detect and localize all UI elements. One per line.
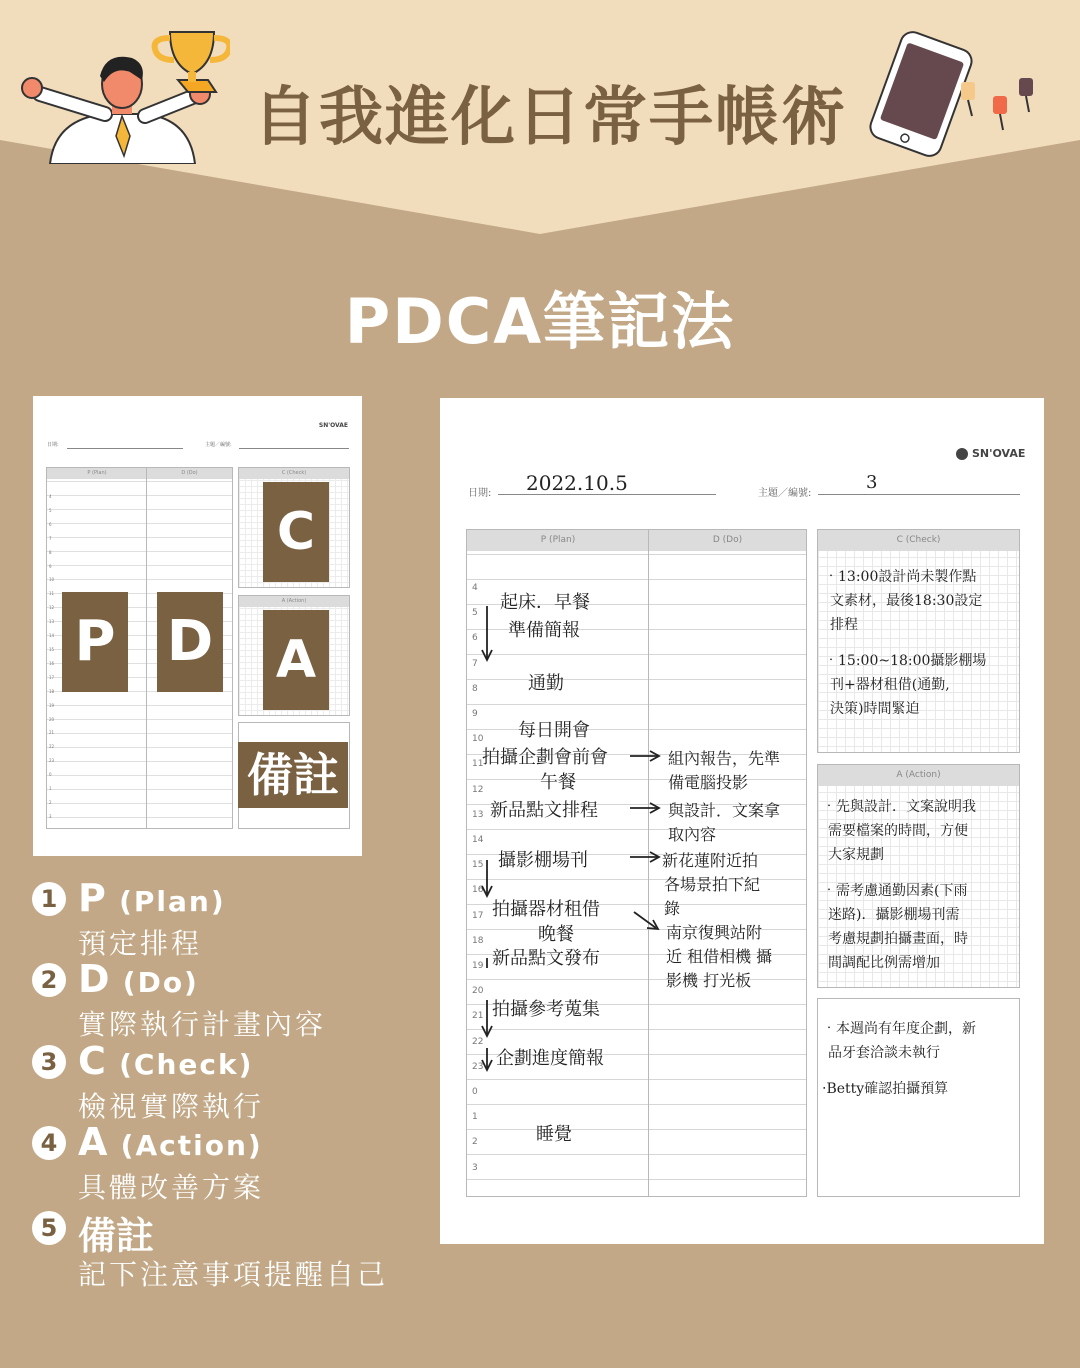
badge-note: 備註 [238, 742, 348, 808]
check-entry: ‧13:00設計尚未製作點 [824, 569, 977, 585]
hour-label: 9 [472, 709, 478, 720]
legend-number: 5 [32, 1211, 66, 1245]
action-entry: ‧需考慮通勤因素(下雨 [822, 883, 968, 899]
hour-label: 14 [49, 633, 55, 639]
do-entry: 近 租借相機 攝 [666, 947, 773, 966]
hour-label: 19 [472, 961, 484, 972]
hour-label: 15 [49, 646, 55, 652]
topic-label: 主題／編號: [758, 488, 812, 499]
hour-label: 4 [472, 583, 478, 593]
plan-entry: 午餐 [540, 772, 576, 793]
badge-a: A [263, 610, 329, 710]
plan-column-header: P (Plan) [47, 468, 147, 479]
legend-description: 檢視實際執行 [78, 1090, 265, 1123]
do-entry: 新花蓮附近拍 [662, 851, 759, 870]
legend-number: 1 [32, 882, 66, 916]
hour-label: 11 [472, 759, 484, 770]
badge-p: P [62, 592, 128, 692]
hour-label: 13 [49, 619, 55, 625]
topic-label: 主題／編號: [205, 442, 232, 448]
trophy-person-icon [10, 24, 230, 164]
hour-label: 5 [472, 608, 478, 619]
action-entry: 考慮規劃拍攝畫面，時 [828, 931, 968, 947]
hour-label: 2 [472, 1137, 478, 1148]
legend-english: (Check) [119, 1048, 254, 1081]
action-entry: 大家規劃 [828, 847, 884, 863]
legend-english: (Plan) [119, 885, 226, 918]
plan-entry: 拍攝參考蒐集 [492, 999, 600, 1020]
hour-label: 20 [49, 716, 55, 722]
legend-number: 4 [32, 1126, 66, 1160]
plan-entry: 通勤 [528, 673, 564, 694]
hour-label: 16 [49, 660, 55, 666]
hour-label: 1 [472, 1112, 478, 1123]
legend-description: 記下注意事項提醒自己 [78, 1258, 389, 1291]
push-pin-icon [955, 72, 1045, 142]
plan-column-header: P (Plan) [467, 530, 649, 551]
hour-label: 3 [472, 1162, 478, 1173]
template-notebook-page [33, 396, 362, 856]
hour-label: 12 [472, 784, 484, 795]
legend-letter: 備註 [78, 1214, 155, 1258]
hour-label: 15 [472, 860, 484, 871]
hour-label: 6 [472, 633, 478, 644]
hour-label: 8 [472, 683, 478, 694]
hour-label: 18 [472, 935, 484, 946]
plan-entry: 睡覺 [536, 1124, 572, 1145]
hour-labels [49, 490, 54, 824]
check-entry: 決策)時間緊迫 [830, 701, 920, 717]
note-entry: ‧Betty確認拍攝預算 [822, 1081, 949, 1097]
brand-logo: SN'OVAE [972, 447, 1026, 460]
hour-label: 21 [49, 730, 55, 736]
hour-label: 2 [49, 799, 52, 805]
check-entry: ‧15:00~18:00攝影棚場 [824, 653, 987, 669]
hour-label: 14 [472, 835, 484, 846]
plan-entry: 新品點文發布 [492, 948, 600, 969]
badge-c: C [263, 482, 329, 582]
do-entry: 備電腦投影 [668, 773, 749, 792]
do-entry: 與設計．文案拿 [668, 801, 781, 820]
hour-label: 18 [49, 688, 55, 694]
page-title: 自我進化日常手帳術 [253, 81, 847, 155]
do-entry: 組內報告，先準 [668, 749, 781, 768]
action-column-header: A (Action) [818, 765, 1019, 786]
action-entry: 迷路)．攝影棚場刊需 [828, 907, 960, 923]
legend-description: 實際執行計畫內容 [78, 1008, 327, 1041]
do-entry: 影機 打光板 [666, 971, 752, 990]
page-subtitle: PDCA筆記法 [344, 285, 736, 358]
check-entry: 排程 [830, 617, 858, 633]
plan-entry: 拍攝器材租借 [492, 899, 600, 920]
topic-value: 3 [866, 472, 878, 493]
legend-letter: A [78, 1120, 108, 1164]
note-entry: 品牙套洽談未執行 [828, 1045, 940, 1061]
hour-label: 1 [49, 786, 52, 792]
date-value: 2022.10.5 [526, 471, 628, 495]
hour-label: 21 [472, 1011, 484, 1022]
hour-label: 23 [472, 1061, 484, 1072]
plan-entry: 攝影棚場刊 [498, 850, 588, 871]
do-column-header: D (Do) [649, 530, 806, 551]
hour-label: 5 [49, 507, 52, 513]
action-entry: ‧先與設計．文案說明我 [822, 799, 976, 815]
badge-d: D [157, 592, 223, 692]
do-entry: 取內容 [668, 825, 717, 844]
legend-number: 2 [32, 963, 66, 997]
legend-english: (Action) [120, 1129, 263, 1162]
legend-letter: D [78, 957, 110, 1001]
plan-entry: 拍攝企劃會前會 [482, 747, 608, 768]
do-column-header: D (Do) [147, 468, 232, 479]
example-notebook-page [440, 398, 1044, 1244]
hour-label: 19 [49, 702, 55, 708]
check-column-header: C (Check) [239, 468, 349, 479]
brand-logo: SN'OVAE [318, 422, 348, 429]
hour-label: 8 [49, 549, 52, 555]
hour-label: 7 [49, 535, 52, 541]
legend-letter: P [78, 876, 106, 920]
hour-label: 16 [472, 885, 484, 896]
hour-label: 3 [49, 813, 52, 819]
hour-label: 0 [49, 772, 52, 778]
date-label: 日期: [47, 442, 59, 448]
legend-english: (Do) [122, 966, 199, 999]
do-entry: 南京復興站附 [666, 923, 763, 942]
hour-label: 11 [49, 591, 55, 597]
note-entry: ‧本週尚有年度企劃，新 [822, 1021, 976, 1037]
action-entry: 間調配比例需增加 [828, 955, 940, 971]
hour-label: 7 [472, 658, 478, 669]
hour-label: 20 [472, 986, 484, 997]
do-entry: 各場景拍下紀 [664, 875, 761, 894]
action-column-header: A (Action) [239, 596, 349, 607]
hour-label: 10 [472, 734, 484, 745]
check-entry: 刊+器材租借(通勤, [830, 677, 950, 693]
legend-description: 預定排程 [78, 927, 203, 960]
legend-letter: C [78, 1039, 106, 1083]
plan-entry: 新品點文排程 [490, 800, 598, 821]
hour-label: 0 [472, 1087, 478, 1098]
do-entry: 錄 [664, 899, 681, 918]
hour-label: 10 [49, 577, 55, 583]
check-entry: 文素材，最後18:30設定 [830, 593, 983, 609]
hour-label: 4 [49, 494, 52, 499]
hour-label: 17 [472, 910, 484, 921]
plan-entry: 企劃進度簡報 [496, 1048, 604, 1069]
action-entry: 需要檔案的時間，方便 [828, 823, 968, 839]
plan-entry: 起床．早餐 [500, 592, 590, 613]
hour-label: 9 [49, 563, 52, 569]
hour-label: 12 [49, 605, 55, 611]
check-column-header: C (Check) [818, 530, 1019, 551]
hour-label: 23 [49, 758, 55, 764]
legend-number: 3 [32, 1045, 66, 1079]
plan-entry: 每日開會 [518, 720, 590, 741]
plan-entry: 準備簡報 [508, 620, 580, 641]
hour-label: 22 [49, 744, 55, 750]
hour-label: 6 [49, 521, 52, 527]
hour-label: 13 [472, 809, 484, 820]
hour-label: 22 [472, 1036, 484, 1047]
hour-label: 17 [49, 674, 55, 680]
date-label: 日期: [468, 488, 492, 499]
legend-description: 具體改善方案 [78, 1171, 265, 1204]
plan-entry: 晚餐 [538, 924, 574, 945]
